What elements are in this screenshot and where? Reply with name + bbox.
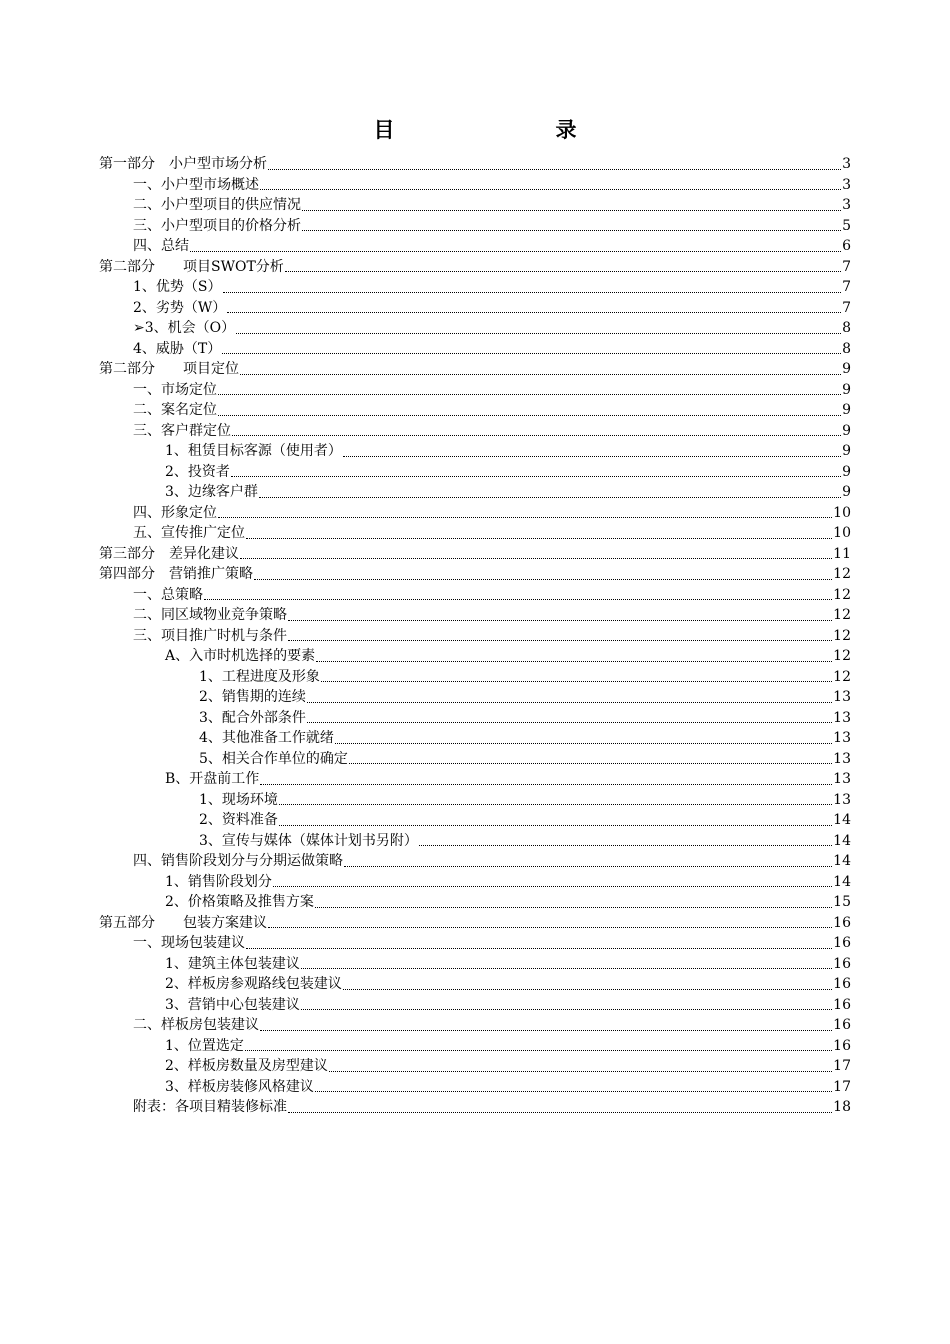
toc-entry[interactable] <box>99 1097 851 1118</box>
dot-leader <box>307 708 832 729</box>
toc-entry-title: 第四部分 营销推广策略 <box>99 566 253 582</box>
toc-entry[interactable] <box>99 831 851 852</box>
dot-leader <box>288 626 832 647</box>
toc-entry-title: 3、边缘客户群 <box>165 484 258 500</box>
toc-entry-title: 二、案名定位 <box>133 402 217 418</box>
toc-entry-page-number: 3 <box>842 176 851 193</box>
toc-entry[interactable] <box>99 236 851 257</box>
toc-entry[interactable] <box>99 380 851 401</box>
toc-entry-page-number: 16 <box>833 1037 851 1054</box>
toc-entry[interactable] <box>99 339 851 360</box>
toc-entry[interactable] <box>99 503 851 524</box>
toc-entry-page-number: 13 <box>833 709 851 726</box>
toc-entry-title: 3、营销中心包装建议 <box>165 996 300 1013</box>
dot-leader <box>315 1077 832 1098</box>
toc-entry-page-number: 13 <box>833 771 851 787</box>
toc-entry-title: 1、建筑主体包装建议 <box>165 955 300 972</box>
toc-entry-title: A、入市时机选择的要素 <box>165 648 316 664</box>
toc-entry-page-number: 13 <box>833 689 851 705</box>
toc-entry-title: 2、样板房参观路线包装建议 <box>165 976 342 992</box>
toc-entry-title: 第二部分 项目SWOT分析 <box>99 258 284 275</box>
toc-entry[interactable] <box>99 995 851 1016</box>
toc-entry[interactable] <box>99 523 851 544</box>
toc-entry[interactable] <box>99 974 851 995</box>
toc-entry[interactable] <box>99 646 851 667</box>
table-of-contents <box>99 154 851 1118</box>
toc-entry[interactable] <box>99 810 851 831</box>
toc-entry[interactable] <box>99 913 851 934</box>
toc-entry-title: 五、宣传推广定位 <box>133 525 245 541</box>
toc-entry[interactable] <box>99 708 851 729</box>
dot-leader <box>343 441 841 462</box>
toc-entry[interactable] <box>99 482 851 503</box>
toc-entry-title: 4、其他准备工作就绪 <box>199 730 334 746</box>
toc-entry-title: 2、劣势（W） <box>133 299 227 316</box>
toc-entry[interactable] <box>99 400 851 421</box>
dot-leader <box>218 503 832 524</box>
toc-entry[interactable] <box>99 585 851 606</box>
toc-entry-page-number: 13 <box>833 750 851 767</box>
dot-leader <box>279 810 832 831</box>
toc-entry-page-number: 9 <box>842 484 851 500</box>
dot-leader <box>285 257 841 278</box>
dot-leader <box>204 585 832 606</box>
toc-entry-page-number: 3 <box>842 156 851 172</box>
dot-leader <box>190 236 841 257</box>
dot-leader <box>245 1036 832 1057</box>
dot-leader <box>240 359 841 380</box>
toc-entry[interactable] <box>99 564 851 585</box>
toc-entry-page-number: 16 <box>833 935 851 951</box>
toc-entry-page-number: 17 <box>833 1058 851 1074</box>
toc-entry-page-number: 9 <box>842 422 851 439</box>
toc-entry-page-number: 16 <box>833 955 851 972</box>
toc-entry-title: 2、价格策略及推售方案 <box>165 894 314 910</box>
page-title: 目 录 <box>373 117 647 142</box>
toc-entry-title: 三、客户群定位 <box>133 422 231 439</box>
toc-entry-title: 一、市场定位 <box>133 381 217 398</box>
dot-leader <box>273 872 832 893</box>
toc-entry-page-number: 16 <box>833 1017 851 1033</box>
toc-entry-page-number: 9 <box>842 381 851 398</box>
toc-entry-title: 四、形象定位 <box>133 504 217 521</box>
dot-leader <box>419 831 832 852</box>
toc-entry-page-number: 10 <box>833 525 851 541</box>
toc-entry-page-number: 12 <box>833 607 851 623</box>
toc-entry-page-number: 8 <box>842 320 851 336</box>
toc-entry-page-number: 7 <box>842 258 851 275</box>
dot-leader <box>218 400 841 421</box>
dot-leader <box>288 605 832 626</box>
toc-entry[interactable] <box>99 1077 851 1098</box>
toc-entry-page-number: 9 <box>842 463 851 480</box>
toc-entry[interactable] <box>99 154 851 175</box>
toc-entry-page-number: 16 <box>833 996 851 1013</box>
toc-entry-title: 二、小户型项目的供应情况 <box>133 197 301 213</box>
toc-entry-page-number: 7 <box>842 299 851 316</box>
toc-entry-title: 2、样板房数量及房型建议 <box>165 1058 328 1074</box>
toc-entry-title: 附表：各项目精装修标准 <box>133 1099 287 1115</box>
toc-entry[interactable] <box>99 1056 851 1077</box>
toc-entry-page-number: 12 <box>833 566 851 582</box>
toc-entry-title: 3、宣传与媒体（媒体计划书另附） <box>199 832 418 849</box>
toc-entry[interactable] <box>99 749 851 770</box>
toc-entry-title: 三、小户型项目的价格分析 <box>133 217 301 234</box>
dot-leader <box>236 318 841 339</box>
toc-entry[interactable] <box>99 359 851 380</box>
toc-entry-title: 第一部分 小户型市场分析 <box>99 156 267 172</box>
toc-entry[interactable] <box>99 195 851 216</box>
dot-leader <box>288 1097 832 1118</box>
dot-leader <box>301 954 832 975</box>
toc-entry-title: 第二部分 项目定位 <box>99 361 239 377</box>
dot-leader <box>301 995 832 1016</box>
toc-entry-title: 2、资料准备 <box>199 812 278 828</box>
toc-entry-title: ➢3、机会（O） <box>133 320 236 336</box>
dot-leader <box>246 933 832 954</box>
dot-leader <box>268 154 841 175</box>
toc-entry-page-number: 11 <box>833 545 851 562</box>
toc-entry[interactable] <box>99 462 851 483</box>
dot-leader <box>279 790 832 811</box>
dot-leader <box>232 421 841 442</box>
toc-entry-page-number: 13 <box>833 730 851 746</box>
toc-entry[interactable] <box>99 728 851 749</box>
toc-entry-title: 第五部分 包装方案建议 <box>99 914 267 931</box>
dot-leader <box>349 749 832 770</box>
toc-entry-page-number: 12 <box>833 586 851 603</box>
dot-leader <box>329 1056 832 1077</box>
toc-entry-title: 1、现场环境 <box>199 791 278 808</box>
toc-entry-page-number: 14 <box>833 853 851 869</box>
toc-entry-title: 二、样板房包装建议 <box>133 1017 259 1033</box>
dot-leader <box>227 298 841 319</box>
toc-entry-page-number: 9 <box>842 402 851 418</box>
toc-entry-title: 二、同区域物业竞争策略 <box>133 607 287 623</box>
dot-leader <box>222 339 841 360</box>
toc-entry-title: 3、配合外部条件 <box>199 709 306 726</box>
toc-entry-page-number: 14 <box>833 873 851 890</box>
toc-entry-title: 1、优势（S） <box>133 279 222 295</box>
toc-entry-page-number: 12 <box>833 648 851 664</box>
toc-entry-page-number: 16 <box>833 976 851 992</box>
toc-entry-title: 2、销售期的连续 <box>199 689 306 705</box>
toc-entry[interactable] <box>99 851 851 872</box>
toc-entry[interactable] <box>99 1015 851 1036</box>
toc-entry-title: 1、租赁目标客源（使用者） <box>165 443 342 459</box>
dot-leader <box>307 687 832 708</box>
toc-entry-title: 1、销售阶段划分 <box>165 873 272 890</box>
toc-entry-title: 5、相关合作单位的确定 <box>199 750 348 767</box>
toc-entry[interactable] <box>99 216 851 237</box>
dot-leader <box>343 974 832 995</box>
toc-entry-page-number: 10 <box>833 504 851 521</box>
toc-entry[interactable] <box>99 605 851 626</box>
dot-leader <box>335 728 832 749</box>
dot-leader <box>231 462 841 483</box>
toc-entry[interactable] <box>99 954 851 975</box>
toc-entry[interactable] <box>99 298 851 319</box>
dot-leader <box>302 216 841 237</box>
toc-entry-title: 一、总策略 <box>133 586 203 603</box>
dot-leader <box>218 380 841 401</box>
dot-leader <box>315 892 832 913</box>
toc-entry-title: 2、投资者 <box>165 463 230 480</box>
toc-entry[interactable] <box>99 626 851 647</box>
toc-entry[interactable] <box>99 441 851 462</box>
toc-entry-title: 一、小户型市场概述 <box>133 176 259 193</box>
toc-entry-title: 四、总结 <box>133 238 189 254</box>
toc-entry[interactable] <box>99 933 851 954</box>
toc-entry[interactable] <box>99 257 851 278</box>
dot-leader <box>260 175 841 196</box>
dot-leader <box>223 277 842 298</box>
toc-entry[interactable] <box>99 421 851 442</box>
toc-entry-page-number: 16 <box>833 914 851 931</box>
toc-entry-title: 第三部分 差异化建议 <box>99 545 239 562</box>
toc-entry-page-number: 8 <box>842 340 851 357</box>
toc-entry-title: 三、项目推广时机与条件 <box>133 627 287 644</box>
toc-entry[interactable] <box>99 544 851 565</box>
dot-leader <box>246 523 832 544</box>
toc-entry-page-number: 12 <box>833 627 851 644</box>
dot-leader <box>268 913 832 934</box>
dot-leader <box>254 564 832 585</box>
toc-entry[interactable] <box>99 175 851 196</box>
toc-entry-page-number: 13 <box>833 791 851 808</box>
toc-entry-title: 3、样板房装修风格建议 <box>165 1078 314 1095</box>
toc-entry[interactable] <box>99 790 851 811</box>
toc-entry[interactable] <box>99 667 851 688</box>
toc-entry-page-number: 14 <box>833 812 851 828</box>
dot-leader <box>316 646 832 667</box>
toc-entry-page-number: 14 <box>833 832 851 849</box>
toc-entry[interactable] <box>99 872 851 893</box>
toc-entry[interactable] <box>99 892 851 913</box>
toc-entry-title: 4、威胁（T） <box>133 340 222 357</box>
dot-leader <box>302 195 841 216</box>
toc-entry-page-number: 17 <box>833 1078 851 1095</box>
toc-entry-page-number: 7 <box>842 279 851 295</box>
dot-leader <box>344 851 832 872</box>
toc-entry[interactable] <box>99 769 851 790</box>
dot-leader <box>260 1015 832 1036</box>
toc-entry[interactable] <box>99 1036 851 1057</box>
dot-leader <box>321 667 832 688</box>
toc-entry-page-number: 6 <box>842 238 851 254</box>
toc-entry-page-number: 5 <box>842 217 851 234</box>
toc-entry[interactable] <box>99 318 851 339</box>
dot-leader <box>259 482 841 503</box>
toc-entry-title: 四、销售阶段划分与分期运做策略 <box>133 853 343 869</box>
dot-leader <box>240 544 832 565</box>
toc-entry-title: 一、现场包装建议 <box>133 935 245 951</box>
toc-entry-page-number: 9 <box>842 361 851 377</box>
toc-entry-title: 1、位置选定 <box>165 1037 244 1054</box>
toc-entry-title: 1、工程进度及形象 <box>199 668 320 685</box>
toc-entry[interactable] <box>99 687 851 708</box>
toc-entry-page-number: 3 <box>842 197 851 213</box>
toc-entry-title: B、开盘前工作 <box>165 771 260 787</box>
toc-entry-page-number: 12 <box>833 668 851 685</box>
toc-entry[interactable] <box>99 277 851 298</box>
toc-entry-page-number: 15 <box>833 894 851 910</box>
dot-leader <box>260 769 832 790</box>
toc-entry-page-number: 9 <box>842 443 851 459</box>
toc-entry-page-number: 18 <box>833 1099 851 1115</box>
